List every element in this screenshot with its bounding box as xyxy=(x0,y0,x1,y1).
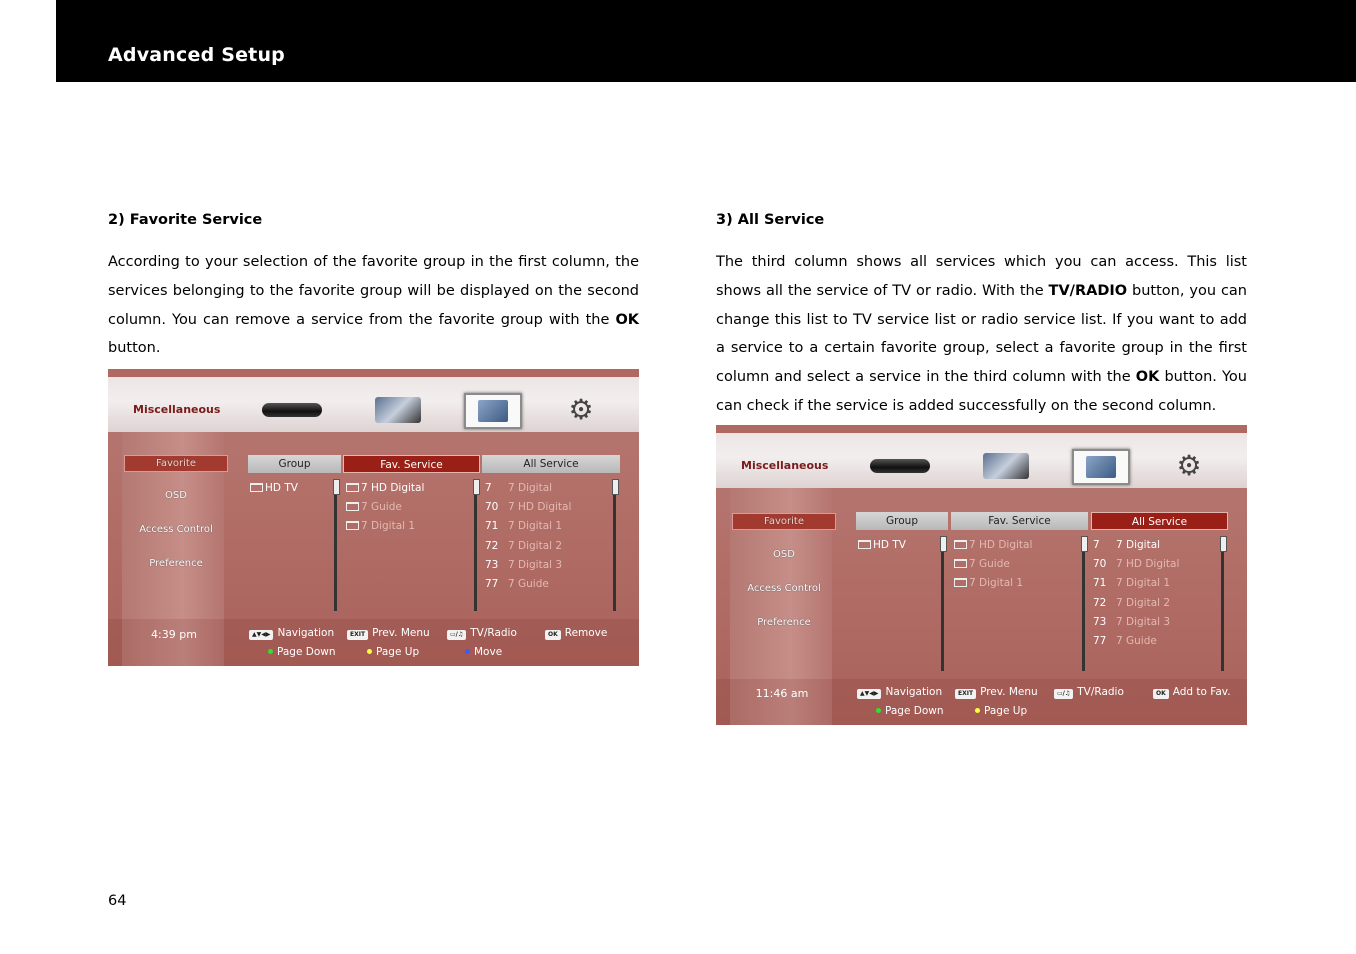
all-service-section xyxy=(716,210,1247,421)
tv-radio-key-icon: ▭/♫ xyxy=(447,630,466,640)
column-header-fav-service: Fav. Service xyxy=(951,512,1088,530)
list-item: HD TV xyxy=(250,479,298,498)
legend-page-up: Page Up xyxy=(975,705,1027,717)
all-service-list xyxy=(1093,536,1179,651)
body-text: The third column shows all services which you can access. This list shows all the service of TV or radio. With the xyxy=(716,254,1247,299)
section-body xyxy=(108,248,639,363)
group-list xyxy=(858,536,906,555)
list-item: 70 7 HD Digital xyxy=(1093,558,1180,571)
page-title: Advanced Setup xyxy=(108,44,285,66)
side-item-preference: Preference xyxy=(149,558,203,569)
fav-list xyxy=(346,479,424,537)
page-number: 64 xyxy=(108,893,127,909)
header-bar xyxy=(56,0,1356,82)
list-item: 73 7 Digital 3 xyxy=(485,558,563,571)
body-text: button. xyxy=(108,340,161,357)
section-title: 2) Favorite Service xyxy=(108,212,263,228)
ok-key-icon: OK xyxy=(545,630,561,640)
list-item: 71 7 Digital 1 xyxy=(485,520,563,533)
green-dot-icon xyxy=(876,708,881,713)
list-item: 77 7 Guide xyxy=(1093,634,1157,647)
list-item: 7 7 Digital xyxy=(1093,539,1161,551)
legend-move: Move xyxy=(465,646,502,658)
legend-page-up: Page Up xyxy=(367,646,419,658)
scrollbar xyxy=(1082,536,1085,671)
set-top-box-icon xyxy=(868,449,932,483)
list-item: 72 7 Digital 2 xyxy=(1093,596,1171,609)
scrollbar xyxy=(474,479,477,611)
gears-icon: ⚙ xyxy=(1176,449,1202,482)
legend-page-down: Page Down xyxy=(876,705,944,717)
column-header-all-service: All Service xyxy=(1091,512,1228,530)
list-item: 72 7 Digital 2 xyxy=(485,539,563,552)
all-service-screenshot xyxy=(716,425,1247,725)
scrollbar xyxy=(613,479,616,611)
legend-tv-radio: ▭/♫ TV/Radio xyxy=(447,627,517,640)
yellow-dot-icon xyxy=(975,708,980,713)
section-body xyxy=(716,248,1247,421)
green-dot-icon xyxy=(268,649,273,654)
tv-radio-key-icon: ▭/♫ xyxy=(1054,689,1073,699)
exit-key-icon: EXIT xyxy=(347,630,368,640)
legend-page-down: Page Down xyxy=(268,646,336,658)
column-header-all-service: All Service xyxy=(482,455,620,473)
legend-add-to-fav: OK Add to Fav. xyxy=(1153,686,1231,699)
magnifier-icon xyxy=(1072,449,1130,485)
ok-key-icon: OK xyxy=(1153,689,1169,699)
side-item-osd: OSD xyxy=(165,490,187,501)
body-text: button, you can change this list to TV service list or radio service list. If you want to add a service to a certain favorite group, select a favorite group in the first column and select a service in the third column with the xyxy=(716,282,1247,386)
ok-keyword: OK xyxy=(1135,369,1160,386)
legend-tv-radio: ▭/♫ TV/Radio xyxy=(1054,686,1124,699)
clock: 11:46 am xyxy=(755,687,809,700)
legend-remove: OK Remove xyxy=(545,627,607,640)
favorite-service-screenshot xyxy=(108,369,639,666)
clock: 4:39 pm xyxy=(151,628,197,641)
list-item: 7 HD Digital xyxy=(954,536,1032,555)
osd-top-bar xyxy=(716,425,1247,488)
menu-title: Miscellaneous xyxy=(133,403,221,416)
legend-prev-menu: EXIT Prev. Menu xyxy=(955,686,1038,699)
section-title: 3) All Service xyxy=(716,212,825,228)
list-item: 7 Guide xyxy=(954,555,1032,574)
column-header-group: Group xyxy=(856,512,948,530)
side-item-favorite: Favorite xyxy=(124,455,228,472)
side-item-osd: OSD xyxy=(773,549,795,560)
list-item: 7 7 Digital xyxy=(485,482,553,494)
favorite-service-section xyxy=(108,210,639,363)
list-item: 73 7 Digital 3 xyxy=(1093,615,1171,628)
body-text: According to your selection of the favorite group in the first column, the services belonging to the favorite group will be displayed on the second column. You can remove a service from the favorite group with the xyxy=(108,254,639,328)
fav-list xyxy=(954,536,1032,594)
legend-navigation: ▲▼◀▶ Navigation xyxy=(857,686,942,699)
set-top-box-icon xyxy=(260,393,324,427)
ok-keyword: OK xyxy=(615,311,639,328)
scrollbar xyxy=(334,479,337,611)
exit-key-icon: EXIT xyxy=(955,689,976,699)
list-item: 7 Digital 1 xyxy=(346,517,424,536)
column-header-group: Group xyxy=(248,455,341,473)
computer-icon xyxy=(370,393,426,427)
list-item: 7 HD Digital xyxy=(346,479,424,498)
legend-prev-menu: EXIT Prev. Menu xyxy=(347,627,430,640)
column-header-fav-service: Fav. Service xyxy=(343,455,480,473)
list-item: 77 7 Guide xyxy=(485,577,549,590)
legend-navigation: ▲▼◀▶ Navigation xyxy=(249,627,334,640)
osd-top-bar xyxy=(108,369,639,432)
all-service-list xyxy=(485,479,571,594)
list-item: 7 Digital 1 xyxy=(954,574,1032,593)
group-list xyxy=(250,479,298,498)
gears-icon: ⚙ xyxy=(568,393,594,426)
body-text: button. You can check if the service is added successfully on the second column. xyxy=(716,369,1247,414)
tv-radio-keyword: TV/RADIO xyxy=(1048,282,1128,299)
side-item-favorite: Favorite xyxy=(732,513,836,530)
side-item-access-control: Access Control xyxy=(747,583,821,594)
list-item: 71 7 Digital 1 xyxy=(1093,577,1171,590)
list-item: 7 Guide xyxy=(346,498,424,517)
menu-title: Miscellaneous xyxy=(741,459,829,472)
side-item-preference: Preference xyxy=(757,617,811,628)
scrollbar xyxy=(1221,536,1224,671)
scrollbar xyxy=(941,536,944,671)
list-item: HD TV xyxy=(858,536,906,555)
arrow-keys-icon: ▲▼◀▶ xyxy=(249,630,273,640)
yellow-dot-icon xyxy=(367,649,372,654)
computer-icon xyxy=(978,449,1034,483)
list-item: 70 7 HD Digital xyxy=(485,501,572,514)
side-item-access-control: Access Control xyxy=(139,524,213,535)
magnifier-icon xyxy=(464,393,522,429)
arrow-keys-icon: ▲▼◀▶ xyxy=(857,689,881,699)
blue-dot-icon xyxy=(465,649,470,654)
